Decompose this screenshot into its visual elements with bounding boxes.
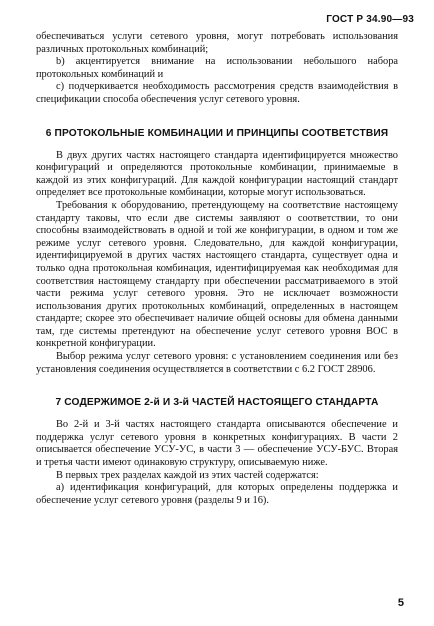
page-body <box>36 31 398 507</box>
section-7-paragraph-1: Во 2-й и 3-й частях настоящего стандарта описываются обеспечение и поддержка услуг сетевого уровня в конкретных конфигурациях. В части 2 описывается обеспечение УСУ-УС, в части 3 — обеспечение УСУ-БУС. Вторая и третья части имеют одинаковую структуру, описываемую ниже. <box>36 419 398 469</box>
section-6-heading: 6 ПРОТОКОЛЬНЫЕ КОМБИНАЦИИ И ПРИНЦИПЫ СООТВЕТСТВИЯ <box>45 127 389 139</box>
page-header-standard: ГОСТ Р 34.90—93 <box>326 14 414 25</box>
section-7-item-a: а) идентификация конфигураций, для которых определены поддержка и обеспечение услуг сетевого уровня (разделы 9 и 16). <box>36 482 398 506</box>
section-6-paragraph-3: Выбор режима услуг сетевого уровня: с установлением соединения или без установления соединения осуществляется в соответствии с 6.2 ГОСТ 28906. <box>36 351 398 375</box>
intro-paragraph-1: обеспечиваться услуги сетевого уровня, могут потребовать использования различных протокольных комбинаций; <box>36 31 398 55</box>
section-7-paragraph-2: В первых трех разделах каждой из этих частей содержатся: <box>56 469 319 481</box>
intro-item-b: b) акцентируется внимание на использовании небольшого набора протокольных комбинаций и <box>36 56 398 80</box>
section-6-paragraph-1: В двух других частях настоящего стандарта идентифицируется множество конфигураций и определяются протокольные комбинации, принимаемые в каждой из этих конфигураций. Для каждой конфигурации настоящий стандарт определяет все протокольные комбинации, которые могут использоваться. <box>36 149 398 199</box>
page-number: 5 <box>397 597 404 609</box>
intro-item-c: c) подчеркивается необходимость рассмотрения средств взаимодействия в спецификации способа обеспечения услуг сетевого уровня. <box>36 81 398 105</box>
section-7-heading: 7 СОДЕРЖИМОЕ 2-й И 3-й ЧАСТЕЙ НАСТОЯЩЕГО СТАНДАРТА <box>55 397 379 409</box>
section-6-paragraph-2: Требования к оборудованию, претендующему на соответствие настоящему стандарту таковы, что если две системы заявляют о соответствии, то они способны взаимодействовать в одной и той же конфигурации, в одном и том же режиме услуг сетевого уровня. Следовательно, для каждой конфигурации, идентифицируемой в других частях настоящего стандарта, существует одна и только одна протокольная комбинация, идентифицируемая как необходимая для соответствия настоящему стандарту при обеспечении рассматриваемого в этой части режима услуг сетевого уровня. Это не исключает возможности использования других протокольных комбинаций, определенных в настоящем стандарте; скорее это обеспечивает наличие общей основы для обмена данными там, где системы претендуют на обеспечение услуг сетевого уровня ВОС в конкретной конфигурации. <box>36 199 398 350</box>
